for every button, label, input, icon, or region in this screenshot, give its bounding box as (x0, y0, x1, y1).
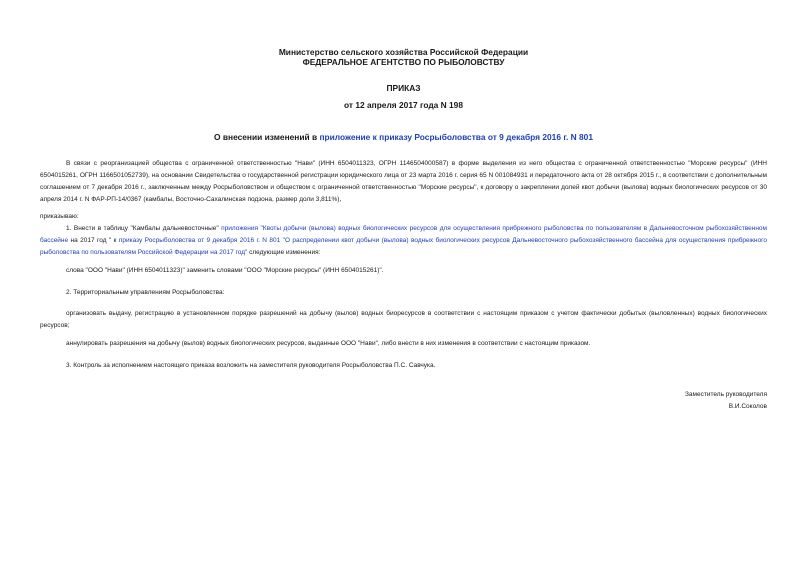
ministry-name: Министерство сельского хозяйства Российской Федерации (278, 47, 529, 57)
paragraph-item-2: 2. Территориальным управлениям Росрыболовства: (66, 289, 225, 296)
item-1-text-b: на 2017 год " к (68, 237, 119, 244)
item-1-link-appendix[interactable]: приложения "Квоты добычи (вылова) водных биологических ресурсов для осуществления прибрежного рыболовства по пользователям в Дальневосточном рыбохозяйственном бассейне (40, 225, 767, 244)
paragraph-replace-words: слова "ООО "Нави" (ИНН 6504011323)" заменить словами "ООО "Морские ресурсы" (ИНН 6504015261)". (66, 267, 384, 274)
doc-title-prefix: О внесении изменений в (214, 132, 320, 142)
signature-position: Заместитель руководителя (685, 391, 767, 398)
item-1-text-a: 1. Внести в таблицу "Камбалы дальневосточные" (66, 225, 222, 232)
doc-type: ПРИКАЗ (386, 83, 421, 93)
paragraph-prikazyvayu: приказываю: (40, 213, 79, 220)
paragraph-item-3: 3. Контроль за исполнением настоящего приказа возложить на заместителя руководителя Росрыболовства П.С. Савчука. (66, 362, 436, 369)
paragraph-annul: аннулировать разрешения на добычу (вылов) водных биологических ресурсов, выданные ООО "Нави", либо внести в них изменения в соответствии с настоящим приказом. (66, 340, 591, 347)
agency-name: ФЕДЕРАЛЬНОЕ АГЕНТСТВО ПО РЫБОЛОВСТВУ (302, 57, 505, 67)
doc-date-number: от 12 апреля 2017 года N 198 (344, 100, 463, 110)
paragraph-item-1 (40, 223, 767, 259)
item-1-link-order[interactable]: приказу Росрыболовства от 9 декабря 2016 г. N 801 "О распределении квот добычи (вылова) водных биологических ресурсов Дальневосточного рыбохозяйственного бассейна для осуществления прибрежного рыболовства по пользователям Российской Федерации на 2017 год" (40, 237, 767, 256)
doc-title (0, 132, 807, 142)
signature-name: В.И.Соколов (728, 403, 767, 410)
doc-title-link[interactable]: приложение к приказу Росрыболовства от 9 декабря 2016 г. N 801 (319, 132, 593, 142)
item-1-text-c: следующие изменения: (247, 249, 321, 256)
paragraph-preamble: В связи с реорганизацией общества с ограниченной ответственностью "Нави" (ИНН 6504011323, ОГРН 1146504000587) в форме выделения из него общества с ограниченной ответственностью "Морские ресурсы" (ИНН 6504015261, ОГРН 1166501052739), на основании Свидетельства о государственной регистрации юридического лица от 23 марта 2016 г. серия 65 N 001084931 и передаточного акта от 28 октября 2015 г., в соответствии с дополнительным соглашением от 7 декабря 2016 г., заключенным между Росрыболовством и обществом с ограниченной ответственностью "Морские ресурсы", к договору о закреплении долей квот добычи (вылова) водных биологических ресурсов от 30 апреля 2014 г. N ФАР-РП-14/0367 (камбалы, Восточно-Сахалинская подзона, размер доли 3,811%), (40, 160, 767, 203)
paragraph-organize: организовать выдачу, регистрацию в установленном порядке разрешений на добычу (вылов) водных биоресурсов в соответствии с настоящим приказом с учетом фактически добытых (выловленных) водных биологических ресурсов; (40, 310, 767, 329)
